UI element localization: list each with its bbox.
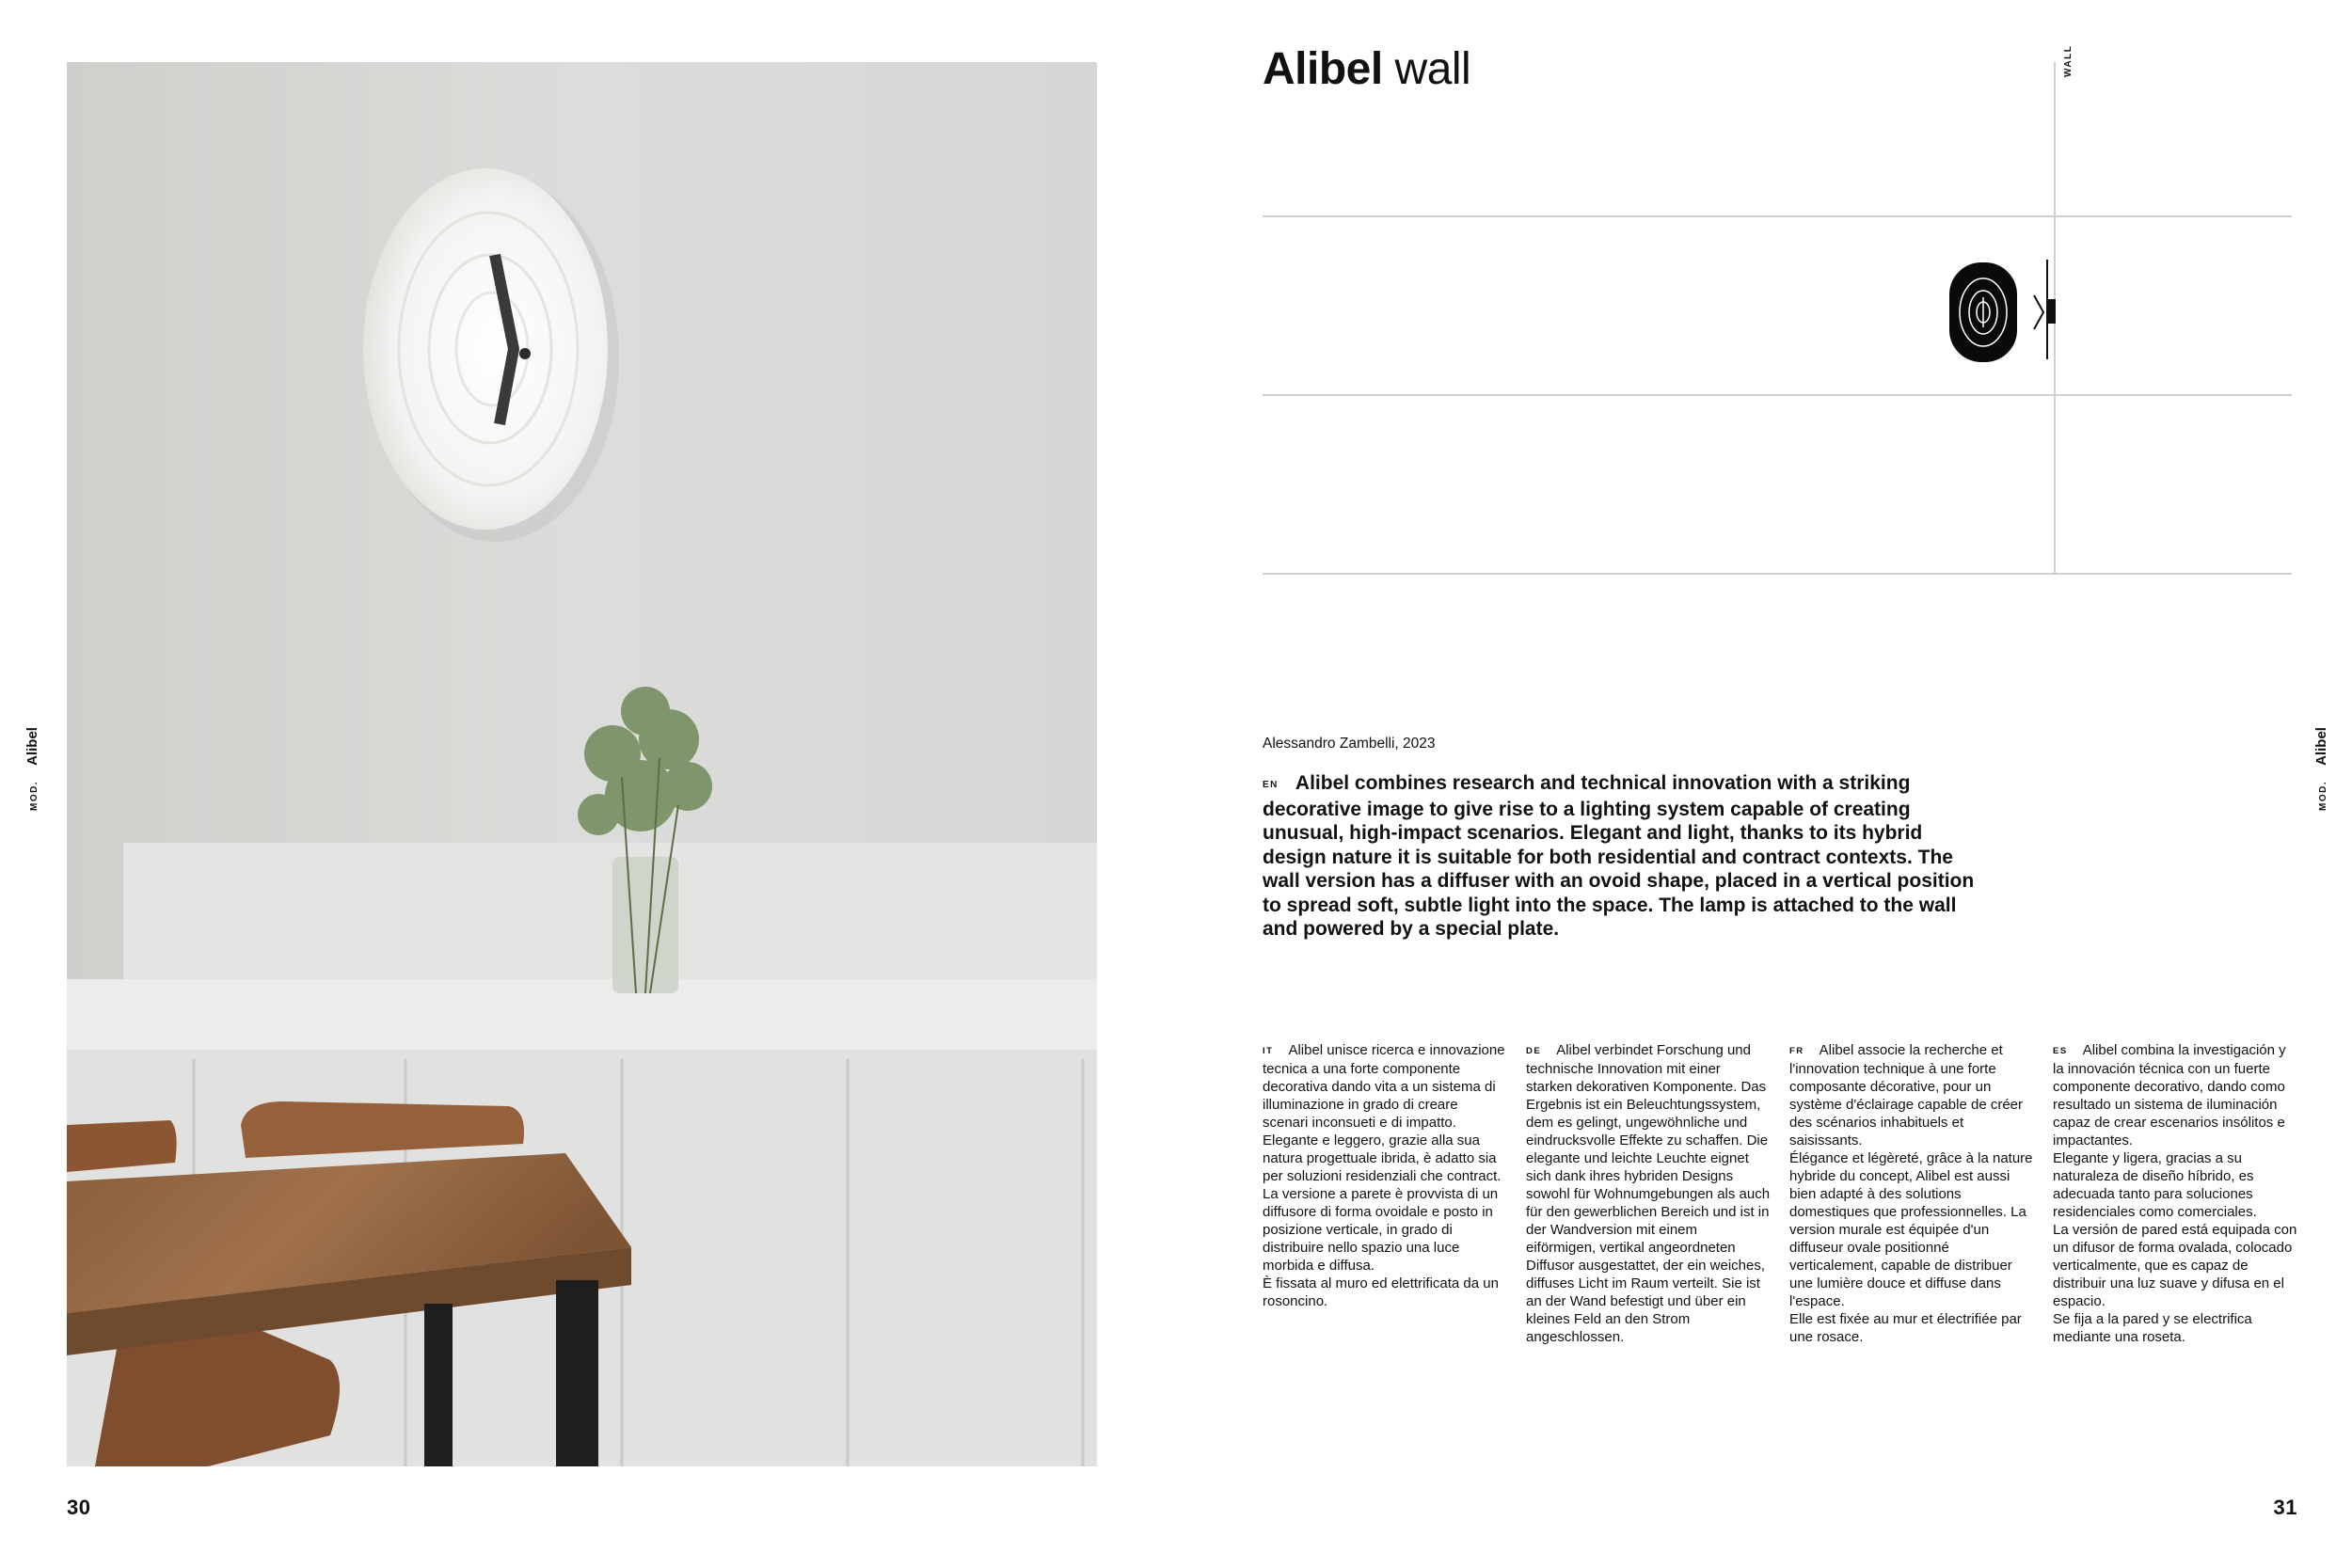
description-es-p4: Se fija a la pared y se electrifica mediante una roseta. xyxy=(2053,1311,2252,1345)
designer-credit: Alessandro Zambelli, 2023 xyxy=(1263,736,1436,752)
side-label-left xyxy=(24,623,47,811)
description-fr-p2: Élégance et légèreté, grâce à la nature hybride du concept, Alibel est aussi bien adapté à des solutions domestiques que professionnelles. La version murale est équipée d'un diffuseur ovale positionné verticalement, capable de distribuer une lumière douce et diffuse dans l'espace. xyxy=(1789,1150,2033,1309)
description-es-p3: La versión de pared está equipada con un difusor de forma ovalada, colocado verticalmente, que es capaz de distribuir una luz suave y difusa en el espacio. xyxy=(2053,1222,2297,1309)
interior-scene-image xyxy=(67,62,1097,1466)
description-it-p4: È fissata al muro ed elettrificata da un rosoncino. xyxy=(1263,1275,1499,1309)
lang-tag-it: IT xyxy=(1263,1046,1274,1056)
product-title-light: wall xyxy=(1394,44,1471,94)
technical-diagram xyxy=(1263,62,2292,575)
description-fr-p3: Elle est fixée au mur et électrifiée par une rosace. xyxy=(1789,1311,2022,1345)
description-en-text: Alibel combines research and technical innovation with a striking decorative image to give rise to a lighting system capable of creating unusual, high-impact scenarios. Elegant and light, thanks to its hybrid design nature it is suitable for both residential and contract contexts. The wall version has a diffuser with an ovoid shape, placed in a vertical position to spread soft, subtle light into the space. The lamp is attached to the wall and powered by a special plate. xyxy=(1263,772,1975,940)
lang-tag-fr: FR xyxy=(1789,1046,1804,1056)
side-label-mod: MOD. xyxy=(2318,780,2328,811)
description-es xyxy=(2053,1041,2297,1346)
description-fr xyxy=(1789,1041,2034,1346)
product-title-bold: Alibel xyxy=(1263,44,1383,94)
description-it-p2: Elegante e leggero, grazie alla sua natura progettuale ibrida, è adatto sia per soluzioni residenziali che contract. xyxy=(1263,1132,1502,1184)
lamp-side-view xyxy=(2034,260,2056,359)
description-it xyxy=(1263,1041,1507,1310)
description-it-p3: La versione a parete è provvista di un diffusore di forma ovoidale e posto in posizione verticale, in grado di distribuire nello spazio una luce morbida e diffusa. xyxy=(1263,1186,1499,1274)
description-fr-p1: Alibel associe la recherche et l'innovation technique à une forte composante décorative, pour un système d'éclairage capable de créer des scénarios inhabituels et saisissants. xyxy=(1789,1042,2023,1148)
description-de-text: Alibel verbindet Forschung und technische Innovation mit einer starken dekorativen Komponente. Das Ergebnis ist ein Beleuchtungssystem, dem es gelingt, ungewöhnliche und eindrucksvolle Effekte zu schaffen. Die elegante und leichte Leuchte eignet sich dank ihres hybriden Designs sowohl für Wohnumgebungen als auch für den gewerblichen Bereich und ist in der Wandversion mit einem eiförmigen, vertikal angeordneten Diffusor ausgestattet, der ein weiches, diffuses Licht im Raum verteilt. Sie ist an der Wand befestigt und über ein kleines Feld an den Strom angeschlossen. xyxy=(1526,1042,1771,1345)
page-number-right: 31 xyxy=(2273,1496,2297,1519)
description-de xyxy=(1526,1041,1771,1346)
side-label-right xyxy=(2313,623,2336,811)
description-it-p1: Alibel unisce ricerca e innovazione tecnica a una forte componente decorativa dando vita a un sistema di illuminazione in grado di creare scenari inconsueti e di impatto. xyxy=(1263,1042,1505,1131)
description-es-p2: Elegante y ligera, gracias a su naturaleza de diseño híbrido, es adecuada tanto para soluciones residenciales como comerciales. xyxy=(2053,1150,2257,1220)
wall-label: WALL xyxy=(2063,44,2074,77)
lang-tag-en: EN xyxy=(1263,780,1279,790)
page-number-left: 30 xyxy=(67,1496,91,1519)
lang-tag-de: DE xyxy=(1526,1046,1542,1056)
side-label-name: Alibel xyxy=(24,727,40,766)
lamp-front-view xyxy=(1949,262,2017,362)
lang-tag-es: ES xyxy=(2053,1046,2068,1056)
dimension-drawing xyxy=(1263,62,2292,575)
description-es-p1: Alibel combina la investigación y la innovación técnica con un fuerte componente decorativo, dando como resultado un sistema de iluminación capaz de crear escenarios insólitos e impactantes. xyxy=(2053,1042,2286,1148)
side-label-mod: MOD. xyxy=(29,780,40,811)
side-label-name: Alibel xyxy=(2313,727,2329,766)
description-en xyxy=(1263,771,1978,942)
product-photo xyxy=(67,62,1097,1466)
